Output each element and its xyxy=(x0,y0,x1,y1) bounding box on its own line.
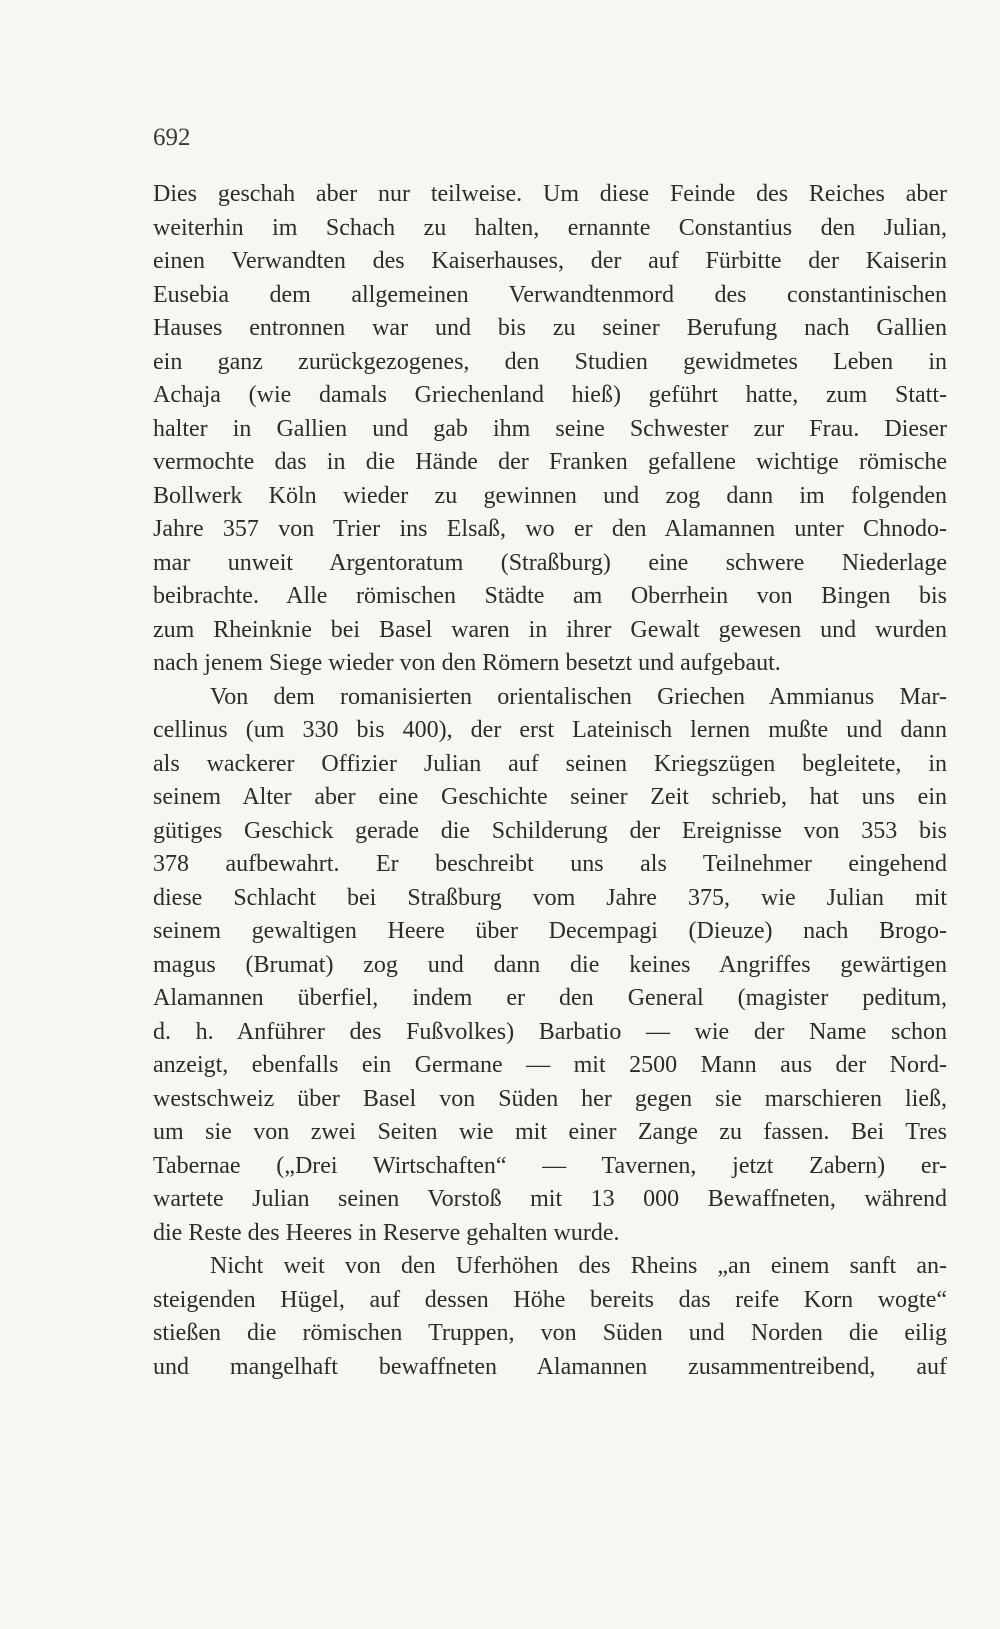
text-line: stießen die römischen Truppen, von Süden und Norden die eilig xyxy=(153,1320,947,1346)
text-line: halter in Gallien und gab ihm seine Schwester zur Frau. Dieser xyxy=(153,415,947,442)
body-text xyxy=(153,178,947,1384)
text-line: vermochte das in die Hände der Franken gefallene wichtige römische xyxy=(153,449,947,475)
text-line: wartete Julian seinen Vorstoß mit 13 000 Bewaffneten, während xyxy=(153,1186,947,1212)
text-line: magus (Brumat) zog und dann die keines Angriffes gewärtigen xyxy=(153,951,947,978)
text-line: um sie von zwei Seiten wie mit einer Zange zu fassen. Bei Tres xyxy=(153,1119,947,1145)
text-line: einen Verwandten des Kaiserhauses, der auf Fürbitte der Kaiserin xyxy=(153,248,947,274)
text-line: steigenden Hügel, auf dessen Höhe bereits das reife Korn wogte“ xyxy=(153,1286,947,1313)
text-line: westschweiz über Basel von Süden her gegen sie marschieren ließ, xyxy=(153,1085,947,1112)
text-line: weiterhin im Schach zu halten, ernannte Constantius den Julian, xyxy=(153,214,947,241)
text-line: 378 aufbewahrt. Er beschreibt uns als Teilnehmer eingehend xyxy=(153,851,947,877)
text-line: nach jenem Siege wieder von den Römern besetzt und aufgebaut. xyxy=(153,650,781,676)
text-line: seinem gewaltigen Heere über Decempagi (Dieuze) nach Brogo- xyxy=(153,918,947,944)
text-line: cellinus (um 330 bis 400), der erst Lateinisch lernen mußte und dann xyxy=(153,717,947,743)
text-line: anzeigt, ebenfalls ein Germane — mit 2500 Mann aus der Nord- xyxy=(153,1052,947,1078)
text-line: und mangelhaft bewaffneten Alamannen zusammentreibend, auf xyxy=(153,1353,947,1380)
text-line: Achaja (wie damals Griechenland hieß) geführt hatte, zum Statt- xyxy=(153,382,947,408)
text-line: Alamannen überfiel, indem er den General (magister peditum, xyxy=(153,985,947,1011)
text-line: Nicht weit von den Uferhöhen des Rheins „an einem sanft an- xyxy=(210,1253,947,1279)
text-line: Eusebia dem allgemeinen Verwandtenmord des constantinischen xyxy=(153,281,947,308)
text-line: Dies geschah aber nur teilweise. Um diese Feinde des Reiches aber xyxy=(153,181,947,207)
text-line: beibrachte. Alle römischen Städte am Oberrhein von Bingen bis xyxy=(153,583,947,609)
text-line: zum Rheinknie bei Basel waren in ihrer Gewalt gewesen und wurden xyxy=(153,616,947,643)
text-line: gütiges Geschick gerade die Schilderung der Ereignisse von 353 bis xyxy=(153,817,947,844)
text-line: Von dem romanisierten orientalischen Griechen Ammianus Mar- xyxy=(210,683,947,710)
text-line: die Reste des Heeres in Reserve gehalten wurde. xyxy=(153,1219,620,1246)
text-line: mar unweit Argentoratum (Straßburg) eine schwere Niederlage xyxy=(153,549,947,576)
text-line: ein ganz zurückgezogenes, den Studien gewidmetes Leben in xyxy=(153,348,947,375)
text-line: Bollwerk Köln wieder zu gewinnen und zog dann im folgenden xyxy=(153,482,947,509)
text-line: diese Schlacht bei Straßburg vom Jahre 375, wie Julian mit xyxy=(153,884,947,911)
text-line: als wackerer Offizier Julian auf seinen Kriegszügen begleitete, in xyxy=(153,750,947,777)
text-line: d. h. Anführer des Fußvolkes) Barbatio — wie der Name schon xyxy=(153,1018,947,1045)
page-number: 692 xyxy=(153,124,191,151)
text-line: seinem Alter aber eine Geschichte seiner Zeit schrieb, hat uns ein xyxy=(153,784,947,810)
text-line: Hauses entronnen war und bis zu seiner Berufung nach Gallien xyxy=(153,315,947,341)
text-line: Jahre 357 von Trier ins Elsaß, wo er den Alamannen unter Chnodo- xyxy=(153,516,947,542)
text-line: Tabernae („Drei Wirtschaften“ — Tavernen, jetzt Zabern) er- xyxy=(153,1152,947,1179)
